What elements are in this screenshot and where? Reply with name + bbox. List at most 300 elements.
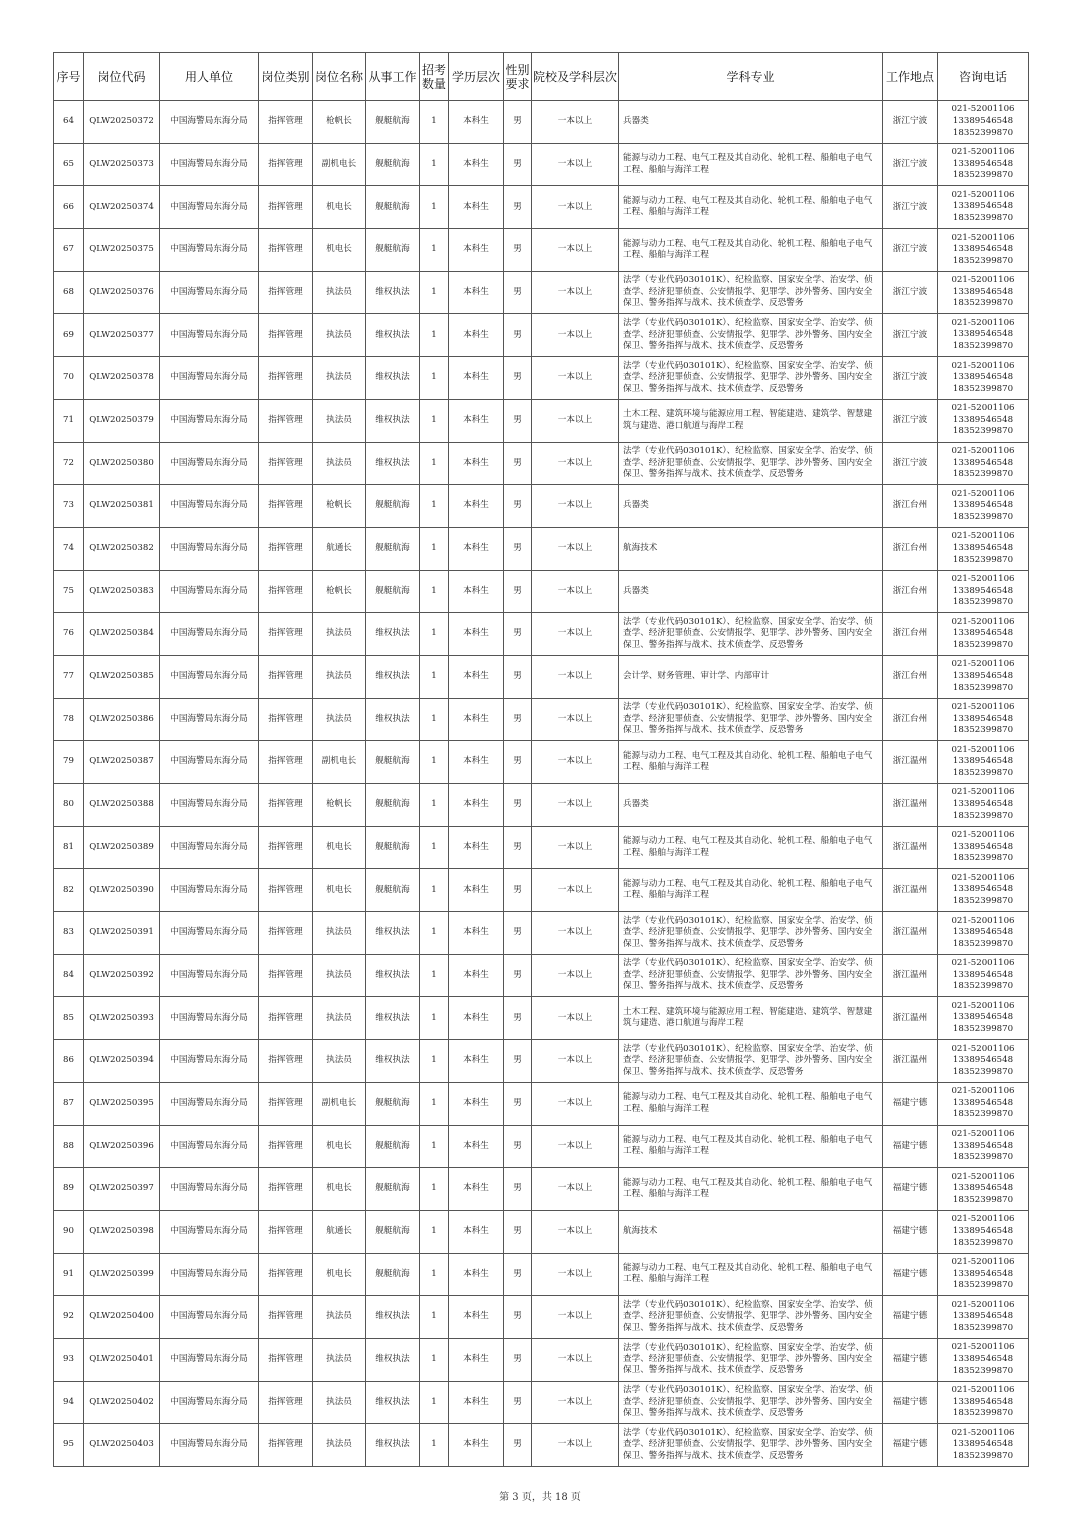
table-row [54,442,1029,485]
cell-count: 1 [420,784,449,827]
table-row [54,357,1029,400]
cell-code: QLW20250393 [84,997,160,1040]
cell-unit: 中国海警局东海分局 [160,869,259,912]
cell-school: 一本以上 [532,613,619,656]
cell-unit: 中国海警局东海分局 [160,912,259,955]
cell-school: 一本以上 [532,1253,619,1296]
cell-no: 67 [54,229,84,272]
cell-title: 执法员 [313,399,366,442]
cell-category: 指挥管理 [259,1082,313,1125]
phone-number: 021-52001106 [951,830,1015,841]
cell-category: 指挥管理 [259,1338,313,1381]
cell-unit: 中国海警局东海分局 [160,399,259,442]
cell-school: 一本以上 [532,1424,619,1467]
cell-phone [938,869,1029,912]
cell-unit: 中国海警局东海分局 [160,485,259,528]
cell-major: 能源与动力工程、电气工程及其自动化、轮机工程、船舶电子电气工程、船舶与海洋工程 [619,1082,883,1125]
phone-number: 021-52001106 [951,275,1015,286]
cell-major: 会计学、财务管理、审计学、内部审计 [619,655,883,698]
job-table-sheet [53,52,1028,1467]
cell-code: QLW20250402 [84,1381,160,1424]
phone-number: 021-52001106 [951,488,1015,499]
cell-no: 81 [54,826,84,869]
cell-gender: 男 [504,399,532,442]
phone-number: 13389546548 [952,884,1014,895]
cell-no: 66 [54,186,84,229]
col-header-no: 序号 [54,53,84,101]
cell-count: 1 [420,1168,449,1211]
cell-no: 93 [54,1338,84,1381]
cell-gender: 男 [504,186,532,229]
phone-number: 13389546548 [952,372,1014,383]
phone-number: 18352399870 [952,255,1014,266]
cell-phone [938,1253,1029,1296]
cell-title: 执法员 [313,1040,366,1083]
phone-number: 021-52001106 [951,1086,1015,1097]
phone-number: 021-52001106 [951,702,1015,713]
phone-number: 18352399870 [952,170,1014,181]
cell-code: QLW20250394 [84,1040,160,1083]
cell-no: 85 [54,997,84,1040]
cell-category: 指挥管理 [259,314,313,357]
cell-code: QLW20250383 [84,570,160,613]
phone-number: 18352399870 [952,1408,1014,1419]
cell-count: 1 [420,912,449,955]
cell-edu: 本科生 [449,485,504,528]
phone-number: 13389546548 [952,1268,1014,1279]
table-row [54,912,1029,955]
phone-number: 021-52001106 [951,445,1015,456]
cell-gender: 男 [504,570,532,613]
cell-gender: 男 [504,357,532,400]
cell-count: 1 [420,869,449,912]
cell-code: QLW20250392 [84,954,160,997]
phone-number: 021-52001106 [951,403,1015,414]
cell-phone [938,1381,1029,1424]
cell-unit: 中国海警局东海分局 [160,357,259,400]
cell-title: 执法员 [313,655,366,698]
cell-gender: 男 [504,485,532,528]
phone-number: 021-52001106 [951,189,1015,200]
cell-location: 浙江台州 [883,527,938,570]
cell-phone [938,741,1029,784]
cell-title: 机电长 [313,826,366,869]
cell-unit: 中国海警局东海分局 [160,1381,259,1424]
cell-location: 浙江宁波 [883,357,938,400]
table-row [54,101,1029,144]
cell-code: QLW20250376 [84,271,160,314]
phone-number: 18352399870 [952,1365,1014,1376]
cell-category: 指挥管理 [259,527,313,570]
cell-title: 执法员 [313,314,366,357]
cell-no: 76 [54,613,84,656]
cell-school: 一本以上 [532,997,619,1040]
table-row [54,143,1029,186]
cell-code: QLW20250391 [84,912,160,955]
cell-title: 枪帆长 [313,784,366,827]
cell-unit: 中国海警局东海分局 [160,741,259,784]
cell-code: QLW20250389 [84,826,160,869]
cell-school: 一本以上 [532,1338,619,1381]
cell-category: 指挥管理 [259,784,313,827]
cell-category: 指挥管理 [259,1296,313,1339]
phone-number: 13389546548 [952,1225,1014,1236]
cell-edu: 本科生 [449,1168,504,1211]
cell-phone [938,186,1029,229]
cell-school: 一本以上 [532,186,619,229]
cell-major: 兵器类 [619,101,883,144]
col-header-code: 岗位代码 [84,53,160,101]
cell-no: 72 [54,442,84,485]
cell-count: 1 [420,143,449,186]
cell-category: 指挥管理 [259,1253,313,1296]
cell-category: 指挥管理 [259,271,313,314]
phone-number: 13389546548 [952,414,1014,425]
cell-major: 法学（专业代码030101K）、纪检监察、国家安全学、治安学、侦查学、经济犯罪侦查、公安情报学、犯罪学、涉外警务、国内安全保卫、警务指挥与战术、技术侦查学、反恐警务 [619,314,883,357]
phone-number: 18352399870 [952,554,1014,565]
cell-no: 71 [54,399,84,442]
cell-school: 一本以上 [532,442,619,485]
cell-no: 69 [54,314,84,357]
cell-count: 1 [420,314,449,357]
cell-code: QLW20250396 [84,1125,160,1168]
cell-unit: 中国海警局东海分局 [160,1040,259,1083]
cell-count: 1 [420,485,449,528]
cell-major: 能源与动力工程、电气工程及其自动化、轮机工程、船舶电子电气工程、船舶与海洋工程 [619,1125,883,1168]
phone-number: 021-52001106 [951,1427,1015,1438]
cell-edu: 本科生 [449,784,504,827]
cell-unit: 中国海警局东海分局 [160,186,259,229]
phone-number: 18352399870 [952,981,1014,992]
cell-title: 机电长 [313,869,366,912]
cell-category: 指挥管理 [259,1040,313,1083]
cell-phone [938,1040,1029,1083]
cell-unit: 中国海警局东海分局 [160,826,259,869]
cell-no: 87 [54,1082,84,1125]
phone-number: 18352399870 [952,597,1014,608]
cell-no: 78 [54,698,84,741]
cell-gender: 男 [504,229,532,272]
cell-phone [938,912,1029,955]
cell-unit: 中国海警局东海分局 [160,1082,259,1125]
cell-major: 法学（专业代码030101K）、纪检监察、国家安全学、治安学、侦查学、经济犯罪侦查、公安情报学、犯罪学、涉外警务、国内安全保卫、警务指挥与战术、技术侦查学、反恐警务 [619,1040,883,1083]
cell-count: 1 [420,527,449,570]
col-header-school: 院校及学科层次 [532,53,619,101]
cell-title: 副机电长 [313,741,366,784]
phone-number: 021-52001106 [951,232,1015,243]
cell-location: 浙江宁波 [883,229,938,272]
table-row [54,1040,1029,1083]
cell-phone [938,1082,1029,1125]
phone-number: 021-52001106 [951,1043,1015,1054]
phone-number: 021-52001106 [951,1385,1015,1396]
cell-unit: 中国海警局东海分局 [160,1253,259,1296]
cell-count: 1 [420,698,449,741]
cell-gender: 男 [504,1338,532,1381]
cell-code: QLW20250403 [84,1424,160,1467]
cell-count: 1 [420,1253,449,1296]
col-header-count-text: 招考 数量 [421,62,446,91]
phone-number: 18352399870 [952,1109,1014,1120]
cell-count: 1 [420,1125,449,1168]
cell-title: 执法员 [313,442,366,485]
col-header-edu: 学历层次 [449,53,504,101]
cell-school: 一本以上 [532,912,619,955]
cell-school: 一本以上 [532,1210,619,1253]
table-row [54,485,1029,528]
cell-gender: 男 [504,826,532,869]
phone-number: 021-52001106 [951,958,1015,969]
phone-number: 13389546548 [952,542,1014,553]
cell-unit: 中国海警局东海分局 [160,655,259,698]
cell-major: 航海技术 [619,1210,883,1253]
cell-gender: 男 [504,527,532,570]
cell-major: 兵器类 [619,570,883,613]
phone-number: 13389546548 [952,799,1014,810]
cell-edu: 本科生 [449,399,504,442]
cell-title: 执法员 [313,1338,366,1381]
cell-location: 浙江温州 [883,869,938,912]
cell-category: 指挥管理 [259,357,313,400]
phone-number: 13389546548 [952,713,1014,724]
cell-edu: 本科生 [449,229,504,272]
cell-work: 维权执法 [366,1040,420,1083]
cell-location: 福建宁德 [883,1338,938,1381]
cell-gender: 男 [504,997,532,1040]
phone-number: 13389546548 [952,1439,1014,1450]
cell-edu: 本科生 [449,1082,504,1125]
table-row [54,1338,1029,1381]
cell-category: 指挥管理 [259,997,313,1040]
cell-location: 浙江温州 [883,826,938,869]
cell-major: 法学（专业代码030101K）、纪检监察、国家安全学、治安学、侦查学、经济犯罪侦查、公安情报学、犯罪学、涉外警务、国内安全保卫、警务指挥与战术、技术侦查学、反恐警务 [619,613,883,656]
cell-major: 法学（专业代码030101K）、纪检监察、国家安全学、治安学、侦查学、经济犯罪侦查、公安情报学、犯罪学、涉外警务、国内安全保卫、警务指挥与战术、技术侦查学、反恐警务 [619,442,883,485]
cell-title: 机电长 [313,186,366,229]
cell-gender: 男 [504,1040,532,1083]
cell-phone [938,1424,1029,1467]
cell-title: 机电长 [313,1168,366,1211]
cell-code: QLW20250386 [84,698,160,741]
cell-unit: 中国海警局东海分局 [160,698,259,741]
cell-count: 1 [420,101,449,144]
cell-edu: 本科生 [449,1210,504,1253]
cell-work: 维权执法 [366,1381,420,1424]
cell-category: 指挥管理 [259,485,313,528]
cell-title: 航通长 [313,1210,366,1253]
cell-work: 舰艇航海 [366,485,420,528]
cell-title: 执法员 [313,997,366,1040]
cell-location: 浙江温州 [883,741,938,784]
cell-phone [938,784,1029,827]
phone-number: 18352399870 [952,1194,1014,1205]
cell-edu: 本科生 [449,186,504,229]
cell-category: 指挥管理 [259,101,313,144]
cell-unit: 中国海警局东海分局 [160,1424,259,1467]
phone-number: 18352399870 [952,298,1014,309]
cell-code: QLW20250398 [84,1210,160,1253]
phone-number: 13389546548 [952,1097,1014,1108]
cell-phone [938,485,1029,528]
cell-category: 指挥管理 [259,1125,313,1168]
cell-title: 机电长 [313,1125,366,1168]
cell-unit: 中国海警局东海分局 [160,143,259,186]
phone-number: 18352399870 [952,1024,1014,1035]
phone-number: 13389546548 [952,201,1014,212]
table-row [54,655,1029,698]
cell-gender: 男 [504,442,532,485]
phone-number: 18352399870 [952,896,1014,907]
table-row [54,869,1029,912]
cell-gender: 男 [504,655,532,698]
cell-work: 维权执法 [366,1296,420,1339]
phone-number: 021-52001106 [951,147,1015,158]
phone-number: 13389546548 [952,969,1014,980]
phone-number: 13389546548 [952,158,1014,169]
cell-gender: 男 [504,1082,532,1125]
table-row [54,314,1029,357]
cell-edu: 本科生 [449,442,504,485]
cell-code: QLW20250400 [84,1296,160,1339]
cell-work: 舰艇航海 [366,1210,420,1253]
cell-school: 一本以上 [532,655,619,698]
cell-work: 维权执法 [366,698,420,741]
col-header-category: 岗位类别 [259,53,313,101]
cell-gender: 男 [504,1210,532,1253]
cell-major: 法学（专业代码030101K）、纪检监察、国家安全学、治安学、侦查学、经济犯罪侦查、公安情报学、犯罪学、涉外警务、国内安全保卫、警务指挥与战术、技术侦查学、反恐警务 [619,271,883,314]
cell-major: 兵器类 [619,485,883,528]
table-row [54,570,1029,613]
cell-major: 法学（专业代码030101K）、纪检监察、国家安全学、治安学、侦查学、经济犯罪侦查、公安情报学、犯罪学、涉外警务、国内安全保卫、警务指挥与战术、技术侦查学、反恐警务 [619,1424,883,1467]
cell-unit: 中国海警局东海分局 [160,229,259,272]
table-row [54,1082,1029,1125]
cell-no: 74 [54,527,84,570]
phone-number: 18352399870 [952,1450,1014,1461]
table-row [54,784,1029,827]
phone-number: 13389546548 [952,841,1014,852]
cell-no: 65 [54,143,84,186]
cell-school: 一本以上 [532,1296,619,1339]
cell-major: 能源与动力工程、电气工程及其自动化、轮机工程、船舶电子电气工程、船舶与海洋工程 [619,229,883,272]
cell-edu: 本科生 [449,954,504,997]
cell-gender: 男 [504,869,532,912]
cell-code: QLW20250397 [84,1168,160,1211]
cell-code: QLW20250388 [84,784,160,827]
cell-location: 浙江宁波 [883,101,938,144]
cell-gender: 男 [504,912,532,955]
cell-category: 指挥管理 [259,869,313,912]
phone-number: 18352399870 [952,1066,1014,1077]
cell-work: 舰艇航海 [366,784,420,827]
table-row [54,826,1029,869]
cell-unit: 中国海警局东海分局 [160,1296,259,1339]
phone-number: 18352399870 [952,127,1014,138]
cell-count: 1 [420,1424,449,1467]
cell-location: 浙江宁波 [883,314,938,357]
phone-number: 021-52001106 [951,1299,1015,1310]
cell-school: 一本以上 [532,826,619,869]
phone-number: 13389546548 [952,927,1014,938]
cell-title: 执法员 [313,1424,366,1467]
cell-work: 舰艇航海 [366,1125,420,1168]
cell-work: 维权执法 [366,442,420,485]
cell-category: 指挥管理 [259,698,313,741]
cell-category: 指挥管理 [259,655,313,698]
cell-count: 1 [420,357,449,400]
cell-category: 指挥管理 [259,1210,313,1253]
cell-title: 执法员 [313,954,366,997]
cell-category: 指挥管理 [259,399,313,442]
cell-major: 法学（专业代码030101K）、纪检监察、国家安全学、治安学、侦查学、经济犯罪侦查、公安情报学、犯罪学、涉外警务、国内安全保卫、警务指挥与战术、技术侦查学、反恐警务 [619,954,883,997]
cell-major: 法学（专业代码030101K）、纪检监察、国家安全学、治安学、侦查学、经济犯罪侦查、公安情报学、犯罪学、涉外警务、国内安全保卫、警务指挥与战术、技术侦查学、反恐警务 [619,698,883,741]
cell-title: 执法员 [313,613,366,656]
cell-gender: 男 [504,1381,532,1424]
cell-no: 90 [54,1210,84,1253]
cell-location: 福建宁德 [883,1424,938,1467]
cell-unit: 中国海警局东海分局 [160,613,259,656]
phone-number: 18352399870 [952,469,1014,480]
cell-location: 福建宁德 [883,1168,938,1211]
table-row [54,1210,1029,1253]
cell-edu: 本科生 [449,997,504,1040]
table-row [54,613,1029,656]
phone-number: 18352399870 [952,511,1014,522]
cell-phone [938,1125,1029,1168]
phone-number: 18352399870 [952,682,1014,693]
phone-number: 021-52001106 [951,872,1015,883]
cell-location: 福建宁德 [883,1253,938,1296]
phone-number: 13389546548 [952,1311,1014,1322]
cell-edu: 本科生 [449,357,504,400]
phone-number: 021-52001106 [951,616,1015,627]
cell-code: QLW20250377 [84,314,160,357]
cell-phone [938,570,1029,613]
cell-edu: 本科生 [449,101,504,144]
cell-title: 枪帆长 [313,101,366,144]
cell-unit: 中国海警局东海分局 [160,954,259,997]
table-row [54,954,1029,997]
table-row [54,271,1029,314]
cell-location: 福建宁德 [883,1082,938,1125]
cell-unit: 中国海警局东海分局 [160,1210,259,1253]
cell-code: QLW20250372 [84,101,160,144]
cell-work: 维权执法 [366,912,420,955]
cell-school: 一本以上 [532,485,619,528]
cell-school: 一本以上 [532,229,619,272]
cell-title: 执法员 [313,1381,366,1424]
cell-school: 一本以上 [532,1125,619,1168]
cell-unit: 中国海警局东海分局 [160,1338,259,1381]
cell-no: 80 [54,784,84,827]
cell-school: 一本以上 [532,1082,619,1125]
cell-no: 83 [54,912,84,955]
phone-number: 021-52001106 [951,317,1015,328]
phone-number: 021-52001106 [951,360,1015,371]
table-row [54,527,1029,570]
cell-school: 一本以上 [532,869,619,912]
cell-count: 1 [420,613,449,656]
cell-location: 浙江宁波 [883,186,938,229]
phone-number: 18352399870 [952,1280,1014,1291]
cell-work: 舰艇航海 [366,570,420,613]
cell-major: 能源与动力工程、电气工程及其自动化、轮机工程、船舶电子电气工程、船舶与海洋工程 [619,1253,883,1296]
cell-location: 浙江台州 [883,570,938,613]
cell-code: QLW20250384 [84,613,160,656]
cell-work: 维权执法 [366,655,420,698]
cell-no: 94 [54,1381,84,1424]
cell-code: QLW20250401 [84,1338,160,1381]
table-row [54,1125,1029,1168]
cell-count: 1 [420,271,449,314]
